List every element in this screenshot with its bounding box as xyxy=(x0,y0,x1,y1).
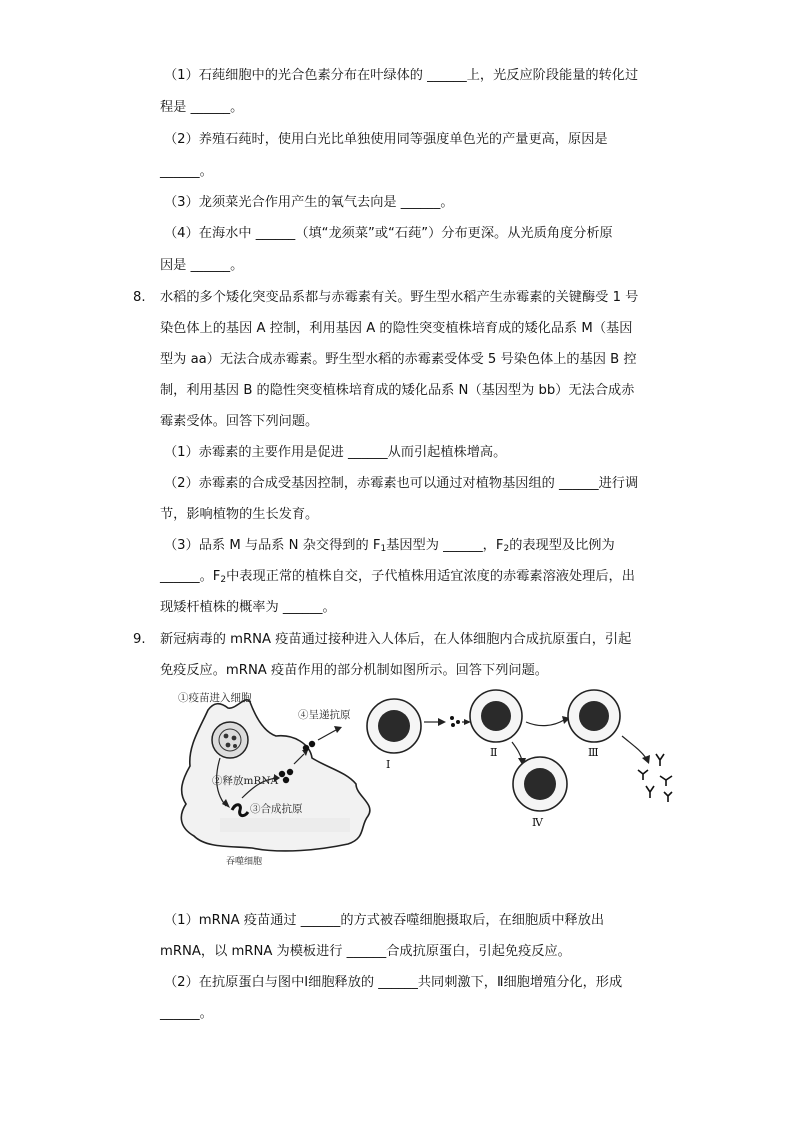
q7-part1-line2: 程是 ______。 xyxy=(160,100,244,115)
mrna-vaccine-figure xyxy=(160,688,680,868)
figure-label-cell: 吞噬细胞 xyxy=(226,857,263,867)
subscript-2b: 2 xyxy=(220,575,227,585)
q7-part4-line1: （4）在海水中 ______（填“龙须菜”或“石莼”）分布更深。从光质角度分析原 xyxy=(164,226,613,241)
q8-stem-line2: 染色体上的基因 A 控制，利用基因 A 的隐性突变植株培育成的矮化品系 M（基因 xyxy=(160,321,633,336)
subscript-1: 1 xyxy=(380,544,387,554)
q8-part3-text-b: 基因型为 ______，F xyxy=(386,538,504,553)
q7-part4-line2: 因是 ______。 xyxy=(160,258,244,273)
q8-stem-line4: 制，利用基因 B 的隐性突变植株培育成的矮化品系 N（基因型为 bb）无法合成赤 xyxy=(160,383,635,398)
figure-label-3: ③合成抗原 xyxy=(250,803,303,815)
q8-part1: （1）赤霉素的主要作用是促进 ______从而引起植株增高。 xyxy=(164,445,507,460)
cell-I-label: Ⅰ xyxy=(386,758,391,771)
antibody-icons xyxy=(638,754,672,802)
q8-part3-text-d: ______。F xyxy=(160,569,221,584)
q9-part1-line1: （1）mRNA 疫苗通过 ______的方式被吞噬细胞摄取后，在细胞质中释放出 xyxy=(164,913,605,928)
q8-stem-line5: 霉素受体。回答下列问题。 xyxy=(160,414,319,429)
q9-stem-line1: 新冠病毒的 mRNA 疫苗通过接种进入人体后，在人体细胞内合成抗原蛋白，引起 xyxy=(160,632,632,647)
q9-part2-line1: （2）在抗原蛋白与图中Ⅰ细胞释放的 ______共同刺激下，Ⅱ细胞增殖分化，形成 xyxy=(164,975,623,990)
q9-number: 9. xyxy=(133,632,146,647)
vaccine-vesicle xyxy=(212,722,248,758)
q8-number: 8. xyxy=(133,290,146,305)
q9-part2-line2: ______。 xyxy=(160,1006,213,1021)
figure-label-2: ②释放mRNA xyxy=(212,775,279,787)
q9-part1-line2: mRNA，以 mRNA 为模板进行 ______合成抗原蛋白，引起免疫反应。 xyxy=(160,944,571,959)
q8-part3-text-a: （3）品系 M 与品系 N 杂交得到的 F xyxy=(164,538,381,553)
q8-part2-line1: （2）赤霉素的合成受基因控制，赤霉素也可以通过对植物基因组的 ______进行调 xyxy=(164,476,639,491)
q8-stem-line3: 型为 aa）无法合成赤霉素。野生型水稻的赤霉素受体受 5 号染色体上的基因 B 控 xyxy=(160,352,637,367)
q8-part2-line2: 节，影响植物的生长发育。 xyxy=(160,507,319,522)
q7-part3: （3）龙须菜光合作用产生的氧气去向是 ______。 xyxy=(164,195,454,210)
q8-part3-line1 xyxy=(164,537,615,558)
q7-part2-line2: ______。 xyxy=(160,164,213,179)
cell-II-label: Ⅱ xyxy=(490,746,498,759)
q9-stem-line2: 免疫反应。mRNA 疫苗作用的部分机制如图所示。回答下列问题。 xyxy=(160,663,548,678)
q8-part3-text-c: 的表现型及比例为 xyxy=(509,538,615,553)
figure-label-4: ④呈递抗原 xyxy=(298,709,351,721)
q8-part3-line3: 现矮杆植株的概率为 ______。 xyxy=(160,600,336,615)
q7-part2-line1: （2）养殖石莼时，使用白光比单独使用同等强度单色光的产量更高，原因是 xyxy=(164,132,608,147)
cell-III-label: Ⅲ xyxy=(588,746,599,759)
q7-part1-line1: （1）石莼细胞中的光合色素分布在叶绿体的 ______上，光反应阶段能量的转化过 xyxy=(164,68,639,83)
cell-IV-label: Ⅳ xyxy=(532,816,543,829)
subscript-2: 2 xyxy=(503,544,510,554)
q8-part3-text-e: 中表现正常的植株自交，子代植株用适宜浓度的赤霉素溶液处理后，出 xyxy=(226,569,635,584)
q8-stem-line1: 水稻的多个矮化突变品系都与赤霉素有关。野生型水稻产生赤霉素的关键酶受 1 号 xyxy=(160,290,639,305)
q8-part3-line2 xyxy=(160,568,635,589)
figure-label-1: ①疫苗进入细胞 xyxy=(178,692,252,704)
